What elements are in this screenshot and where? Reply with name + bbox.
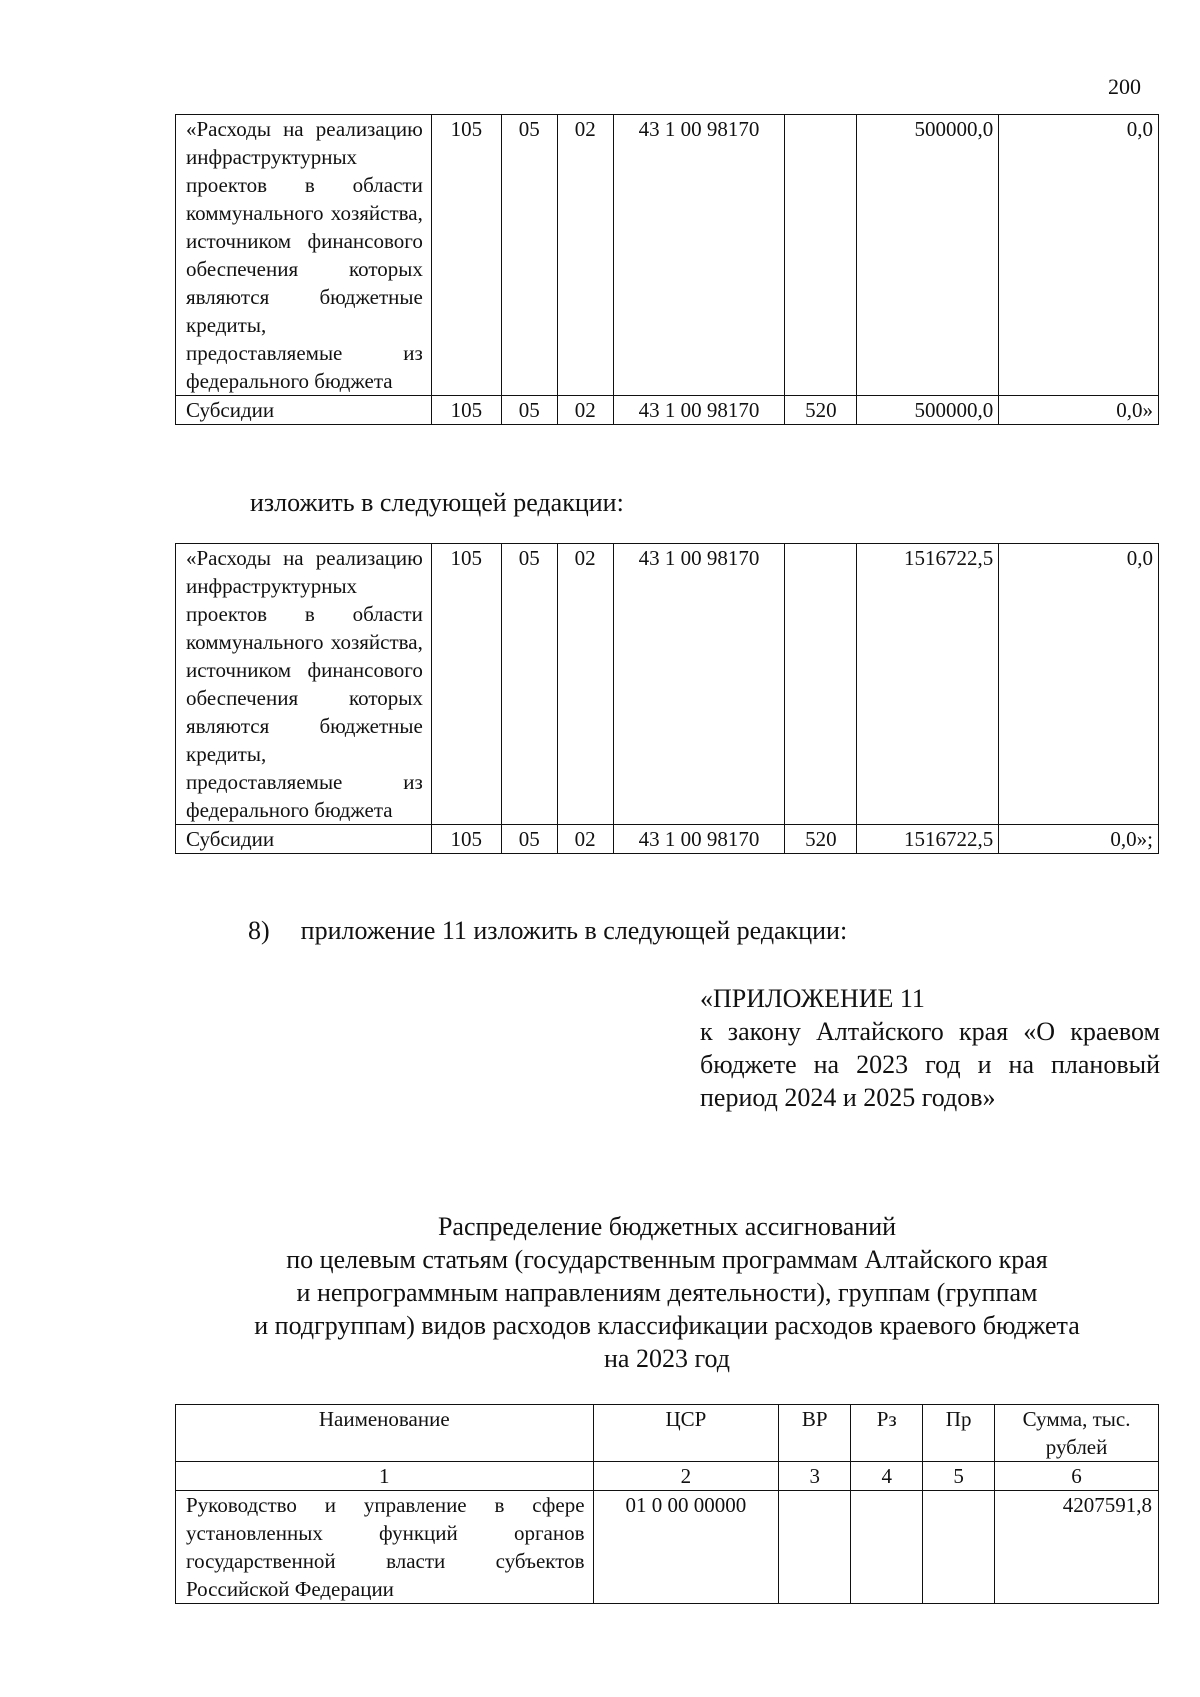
cell-adm: 105	[431, 115, 501, 396]
cell-pr: 02	[557, 825, 613, 854]
heading-line: Распределение бюджетных ассигнований	[437, 1212, 897, 1241]
header-sum: Сумма, тыс. рублей	[995, 1405, 1159, 1462]
cell-rz	[851, 1491, 923, 1604]
table-main	[175, 1404, 1159, 1604]
cell-sum-2: 0,0»	[999, 396, 1159, 425]
header-vr: ВР	[779, 1405, 851, 1462]
column-number: 5	[923, 1462, 995, 1491]
cell-rz: 05	[501, 396, 557, 425]
cell-sum-2: 0,0	[999, 544, 1159, 825]
cell-rz: 05	[501, 115, 557, 396]
cell-sum-2: 0,0»;	[999, 825, 1159, 854]
column-number: 1	[176, 1462, 594, 1491]
appendix-title: «ПРИЛОЖЕНИЕ 11	[700, 984, 925, 1013]
column-number: 6	[995, 1462, 1159, 1491]
cell-vr	[785, 115, 857, 396]
cell-adm: 105	[431, 396, 501, 425]
cell-csr: 43 1 00 98170	[613, 825, 785, 854]
cell-pr: 02	[557, 396, 613, 425]
cell-name: «Расходы на реализацию инфраструктурных проектов в области коммунального хозяйства, источником финансового обеспечения которых являются бюджетные кредиты, предоставляемые из федерального бюджета	[176, 115, 432, 396]
cell-sum-2: 0,0	[999, 115, 1159, 396]
cell-sum: 4207591,8	[995, 1491, 1159, 1604]
cell-csr: 43 1 00 98170	[613, 115, 785, 396]
cell-pr: 02	[557, 115, 613, 396]
cell-rz: 05	[501, 825, 557, 854]
table-row	[176, 825, 1159, 854]
table-row	[176, 396, 1159, 425]
heading-line: на 2023 год	[604, 1344, 730, 1373]
table-new	[175, 543, 1159, 854]
cell-sum-1: 1516722,5	[857, 825, 999, 854]
cell-name: «Расходы на реализацию инфраструктурных проектов в области коммунального хозяйства, источником финансового обеспечения которых являются бюджетные кредиты, предоставляемые из федерального бюджета	[176, 544, 432, 825]
table-old	[175, 114, 1159, 425]
cell-adm: 105	[431, 544, 501, 825]
cell-vr	[785, 544, 857, 825]
cell-csr: 01 0 00 00000	[593, 1491, 779, 1604]
header-rz: Рз	[851, 1405, 923, 1462]
cell-pr	[923, 1491, 995, 1604]
cell-name: Руководство и управление в сфере установленных функций органов государственной власти субъектов Российской Федерации	[176, 1491, 594, 1604]
header-name: Наименование	[176, 1405, 594, 1462]
column-number: 2	[593, 1462, 779, 1491]
item-8-text: приложение 11 изложить в следующей редакции:	[300, 916, 848, 945]
cell-rz: 05	[501, 544, 557, 825]
cell-adm: 105	[431, 825, 501, 854]
cell-csr: 43 1 00 98170	[613, 544, 785, 825]
cell-vr: 520	[785, 825, 857, 854]
header-csr: ЦСР	[593, 1405, 779, 1462]
page-number: 200	[1108, 74, 1141, 99]
heading-line: и подгруппам) видов расходов классификации расходов краевого бюджета	[254, 1311, 1080, 1340]
column-number: 3	[779, 1462, 851, 1491]
edit-phrase: изложить в следующей редакции:	[250, 488, 624, 517]
cell-vr	[779, 1491, 851, 1604]
table-header-row	[176, 1405, 1159, 1462]
table-row	[176, 544, 1159, 825]
cell-name: Субсидии	[176, 396, 432, 425]
heading-line: по целевым статьям (государственным программам Алтайского края	[286, 1245, 1048, 1274]
table-row	[176, 1491, 1159, 1604]
table-number-row	[176, 1462, 1159, 1491]
document-heading	[175, 1210, 1159, 1375]
table-row	[176, 115, 1159, 396]
cell-name: Субсидии	[176, 825, 432, 854]
cell-sum-1: 500000,0	[857, 396, 999, 425]
cell-vr: 520	[785, 396, 857, 425]
item-8-number: 8)	[248, 916, 270, 945]
item-8	[248, 916, 847, 946]
appendix-block	[700, 982, 1160, 1114]
appendix-text: к закону Алтайского края «О краевом бюджете на 2023 год и на плановый период 2024 и 2025 годов»	[700, 1017, 1160, 1112]
cell-sum-1: 1516722,5	[857, 544, 999, 825]
header-pr: Пр	[923, 1405, 995, 1462]
column-number: 4	[851, 1462, 923, 1491]
cell-pr: 02	[557, 544, 613, 825]
heading-line: и непрограммным направлениям деятельности), группам (группам	[296, 1278, 1038, 1307]
cell-csr: 43 1 00 98170	[613, 396, 785, 425]
cell-sum-1: 500000,0	[857, 115, 999, 396]
